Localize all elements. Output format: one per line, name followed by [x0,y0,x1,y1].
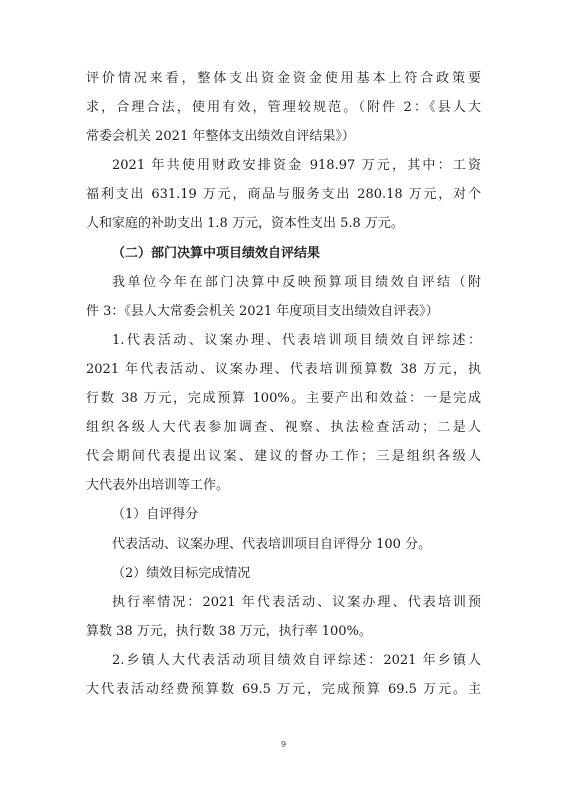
paragraph-line: 常委会机关 2021 年整体支出绩效自评结果》） [86,129,355,145]
paragraph-line: 执行率情况：2021 年代表活动、议案办理、代表培训预 [112,594,481,610]
document-body [86,64,481,704]
paragraph-line: 代表活动、议案办理、代表培训项目自评得分 100 分。 [112,536,432,552]
paragraph-line: 1.代表活动、议案办理、代表培训项目绩效自评综述： [112,332,481,348]
paragraph-line: 福利支出 631.19 万元，商品与服务支出 280.18 万元，对个 [86,187,481,203]
paragraph-line: 2021 年共使用财政安排资金 918.97 万元，其中：工资 [112,158,481,174]
paragraph-line: 2.乡镇人大代表活动项目绩效自评综述：2021 年乡镇人 [112,652,481,668]
paragraph-line: （1）自评得分 [112,507,199,523]
page-number: 9 [280,740,287,749]
paragraph-line: （2）绩效目标完成情况 [112,565,251,581]
paragraph-line: 大代表外出培训等工作。 [86,478,230,494]
paragraph-line: 大代表活动经费预算数 69.5 万元，完成预算 69.5 万元。主 [86,681,481,697]
section-heading: （二）部门决算中项目绩效自评结果 [112,245,321,261]
paragraph-line: 求，合理合法，使用有效，管理较规范。（附件 2：《县人大 [86,100,481,116]
paragraph-line: 代会期间代表提出议案、建议的督办工作；三是组织各级人 [86,449,481,465]
paragraph-line: 行数 38 万元，完成预算 100%。主要产出和效益：一是完成 [86,391,481,407]
paragraph-line: 2021 年代表活动、议案办理、代表培训预算数 38 万元，执 [86,361,481,377]
paragraph-line: 件 3：《县人大常委会机关 2021 年度项目支出绩效自评表》） [86,303,439,319]
paragraph-line: 评价情况来看，整体支出资金资金使用基本上符合政策要 [86,71,481,86]
paragraph-line: 人和家庭的补助支出 1.8 万元，资本性支出 5.8 万元。 [86,216,404,232]
paragraph-line: 算数 38 万元，执行数 38 万元，执行率 100%。 [86,623,372,639]
paragraph-line: 我单位今年在部门决算中反映预算项目绩效自评结（附 [112,274,481,290]
paragraph-line: 组织各级人大代表参加调查、视察、执法检查活动；二是人 [86,420,481,436]
